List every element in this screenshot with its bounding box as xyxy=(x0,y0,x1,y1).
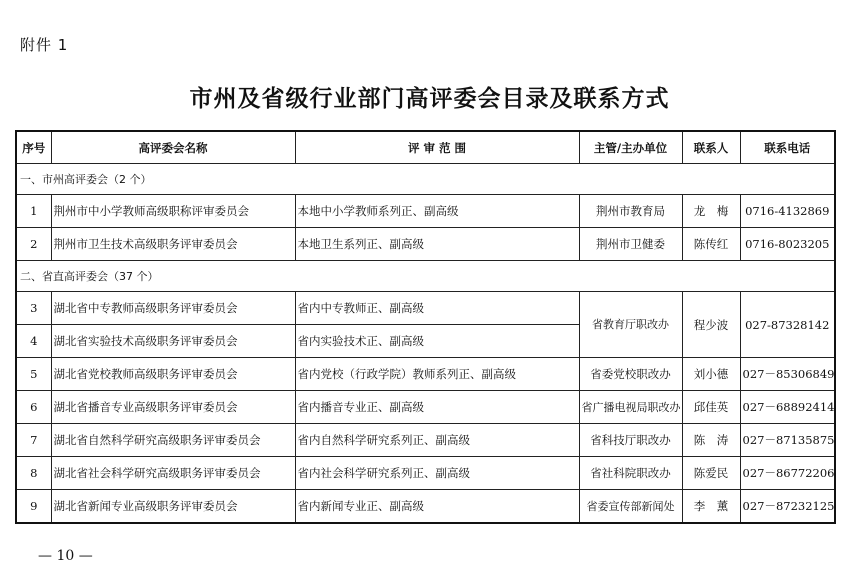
row-contact: 陈 涛 xyxy=(682,424,740,457)
row-name: 湖北省实验技术高级职务评审委员会 xyxy=(51,325,295,358)
row-unit: 省教育厅职改办 xyxy=(579,292,682,358)
row-phone: 027－85306849 xyxy=(740,358,835,391)
row-phone: 0716-4132869 xyxy=(740,195,835,228)
row-contact: 刘小德 xyxy=(682,358,740,391)
row-seq: 8 xyxy=(16,457,51,490)
row-unit: 省委党校职改办 xyxy=(579,358,682,391)
row-seq: 5 xyxy=(16,358,51,391)
section-row-municipal xyxy=(16,164,835,195)
row-phone: 027－87135875 xyxy=(740,424,835,457)
header-seq: 序号 xyxy=(16,131,51,164)
row-seq: 7 xyxy=(16,424,51,457)
row-seq: 4 xyxy=(16,325,51,358)
row-contact: 龙 梅 xyxy=(682,195,740,228)
table-row xyxy=(16,228,835,261)
row-name: 湖北省新闻专业高级职务评审委员会 xyxy=(51,490,295,524)
row-unit: 荆州市卫健委 xyxy=(579,228,682,261)
row-name: 湖北省社会科学研究高级职务评审委员会 xyxy=(51,457,295,490)
header-phone: 联系电话 xyxy=(740,131,835,164)
row-scope: 省内新闻专业正、副高级 xyxy=(295,490,579,524)
header-unit: 主管/主办单位 xyxy=(579,131,682,164)
section-title: 一、市州高评委会（2 个） xyxy=(16,164,835,195)
table-row xyxy=(16,358,835,391)
table-row xyxy=(16,195,835,228)
row-scope: 省内社会科学研究系列正、副高级 xyxy=(295,457,579,490)
committee-directory-table xyxy=(15,130,836,524)
row-unit: 省科技厅职改办 xyxy=(579,424,682,457)
row-scope: 本地卫生系列正、副高级 xyxy=(295,228,579,261)
row-phone: 027－86772206 xyxy=(740,457,835,490)
row-scope: 省内自然科学研究系列正、副高级 xyxy=(295,424,579,457)
row-scope: 本地中小学教师系列正、副高级 xyxy=(295,195,579,228)
row-scope: 省内实验技术正、副高级 xyxy=(295,325,579,358)
table-row xyxy=(16,457,835,490)
row-name: 荆州市卫生技术高级职务评审委员会 xyxy=(51,228,295,261)
row-phone: 027－87232125 xyxy=(740,490,835,524)
row-unit: 省社科院职改办 xyxy=(579,457,682,490)
row-phone: 0716-8023205 xyxy=(740,228,835,261)
row-phone: 027-87328142 xyxy=(740,292,835,358)
row-name: 荆州市中小学教师高级职称评审委员会 xyxy=(51,195,295,228)
row-contact: 邱佳英 xyxy=(682,391,740,424)
row-contact: 李 薰 xyxy=(682,490,740,524)
row-scope: 省内中专教师正、副高级 xyxy=(295,292,579,325)
row-name: 湖北省中专教师高级职务评审委员会 xyxy=(51,292,295,325)
row-seq: 9 xyxy=(16,490,51,524)
row-name: 湖北省党校教师高级职务评审委员会 xyxy=(51,358,295,391)
row-contact: 程少波 xyxy=(682,292,740,358)
row-scope: 省内播音专业正、副高级 xyxy=(295,391,579,424)
row-phone: 027－68892414 xyxy=(740,391,835,424)
row-name: 湖北省播音专业高级职务评审委员会 xyxy=(51,391,295,424)
header-scope: 评 审 范 围 xyxy=(295,131,579,164)
section-row-provincial xyxy=(16,261,835,292)
row-seq: 1 xyxy=(16,195,51,228)
section-title: 二、省直高评委会（37 个） xyxy=(16,261,835,292)
row-unit: 荆州市教育局 xyxy=(579,195,682,228)
row-name: 湖北省自然科学研究高级职务评审委员会 xyxy=(51,424,295,457)
table-row xyxy=(16,391,835,424)
row-seq: 3 xyxy=(16,292,51,325)
row-seq: 6 xyxy=(16,391,51,424)
table-row xyxy=(16,292,835,325)
attachment-label: 附件 1 xyxy=(20,36,69,54)
row-unit: 省广播电视局职改办 xyxy=(579,391,682,424)
row-scope: 省内党校（行政学院）教师系列正、副高级 xyxy=(295,358,579,391)
header-name: 高评委会名称 xyxy=(51,131,295,164)
row-unit: 省委宣传部新闻处 xyxy=(579,490,682,524)
table-header-row xyxy=(16,131,835,164)
document-title: 市州及省级行业部门高评委会目录及联系方式 xyxy=(189,85,670,112)
row-contact: 陈爱民 xyxy=(682,457,740,490)
table-row xyxy=(16,424,835,457)
table-row xyxy=(16,490,835,524)
header-contact: 联系人 xyxy=(682,131,740,164)
page-number: — 10 — xyxy=(38,548,93,564)
row-contact: 陈传红 xyxy=(682,228,740,261)
row-seq: 2 xyxy=(16,228,51,261)
